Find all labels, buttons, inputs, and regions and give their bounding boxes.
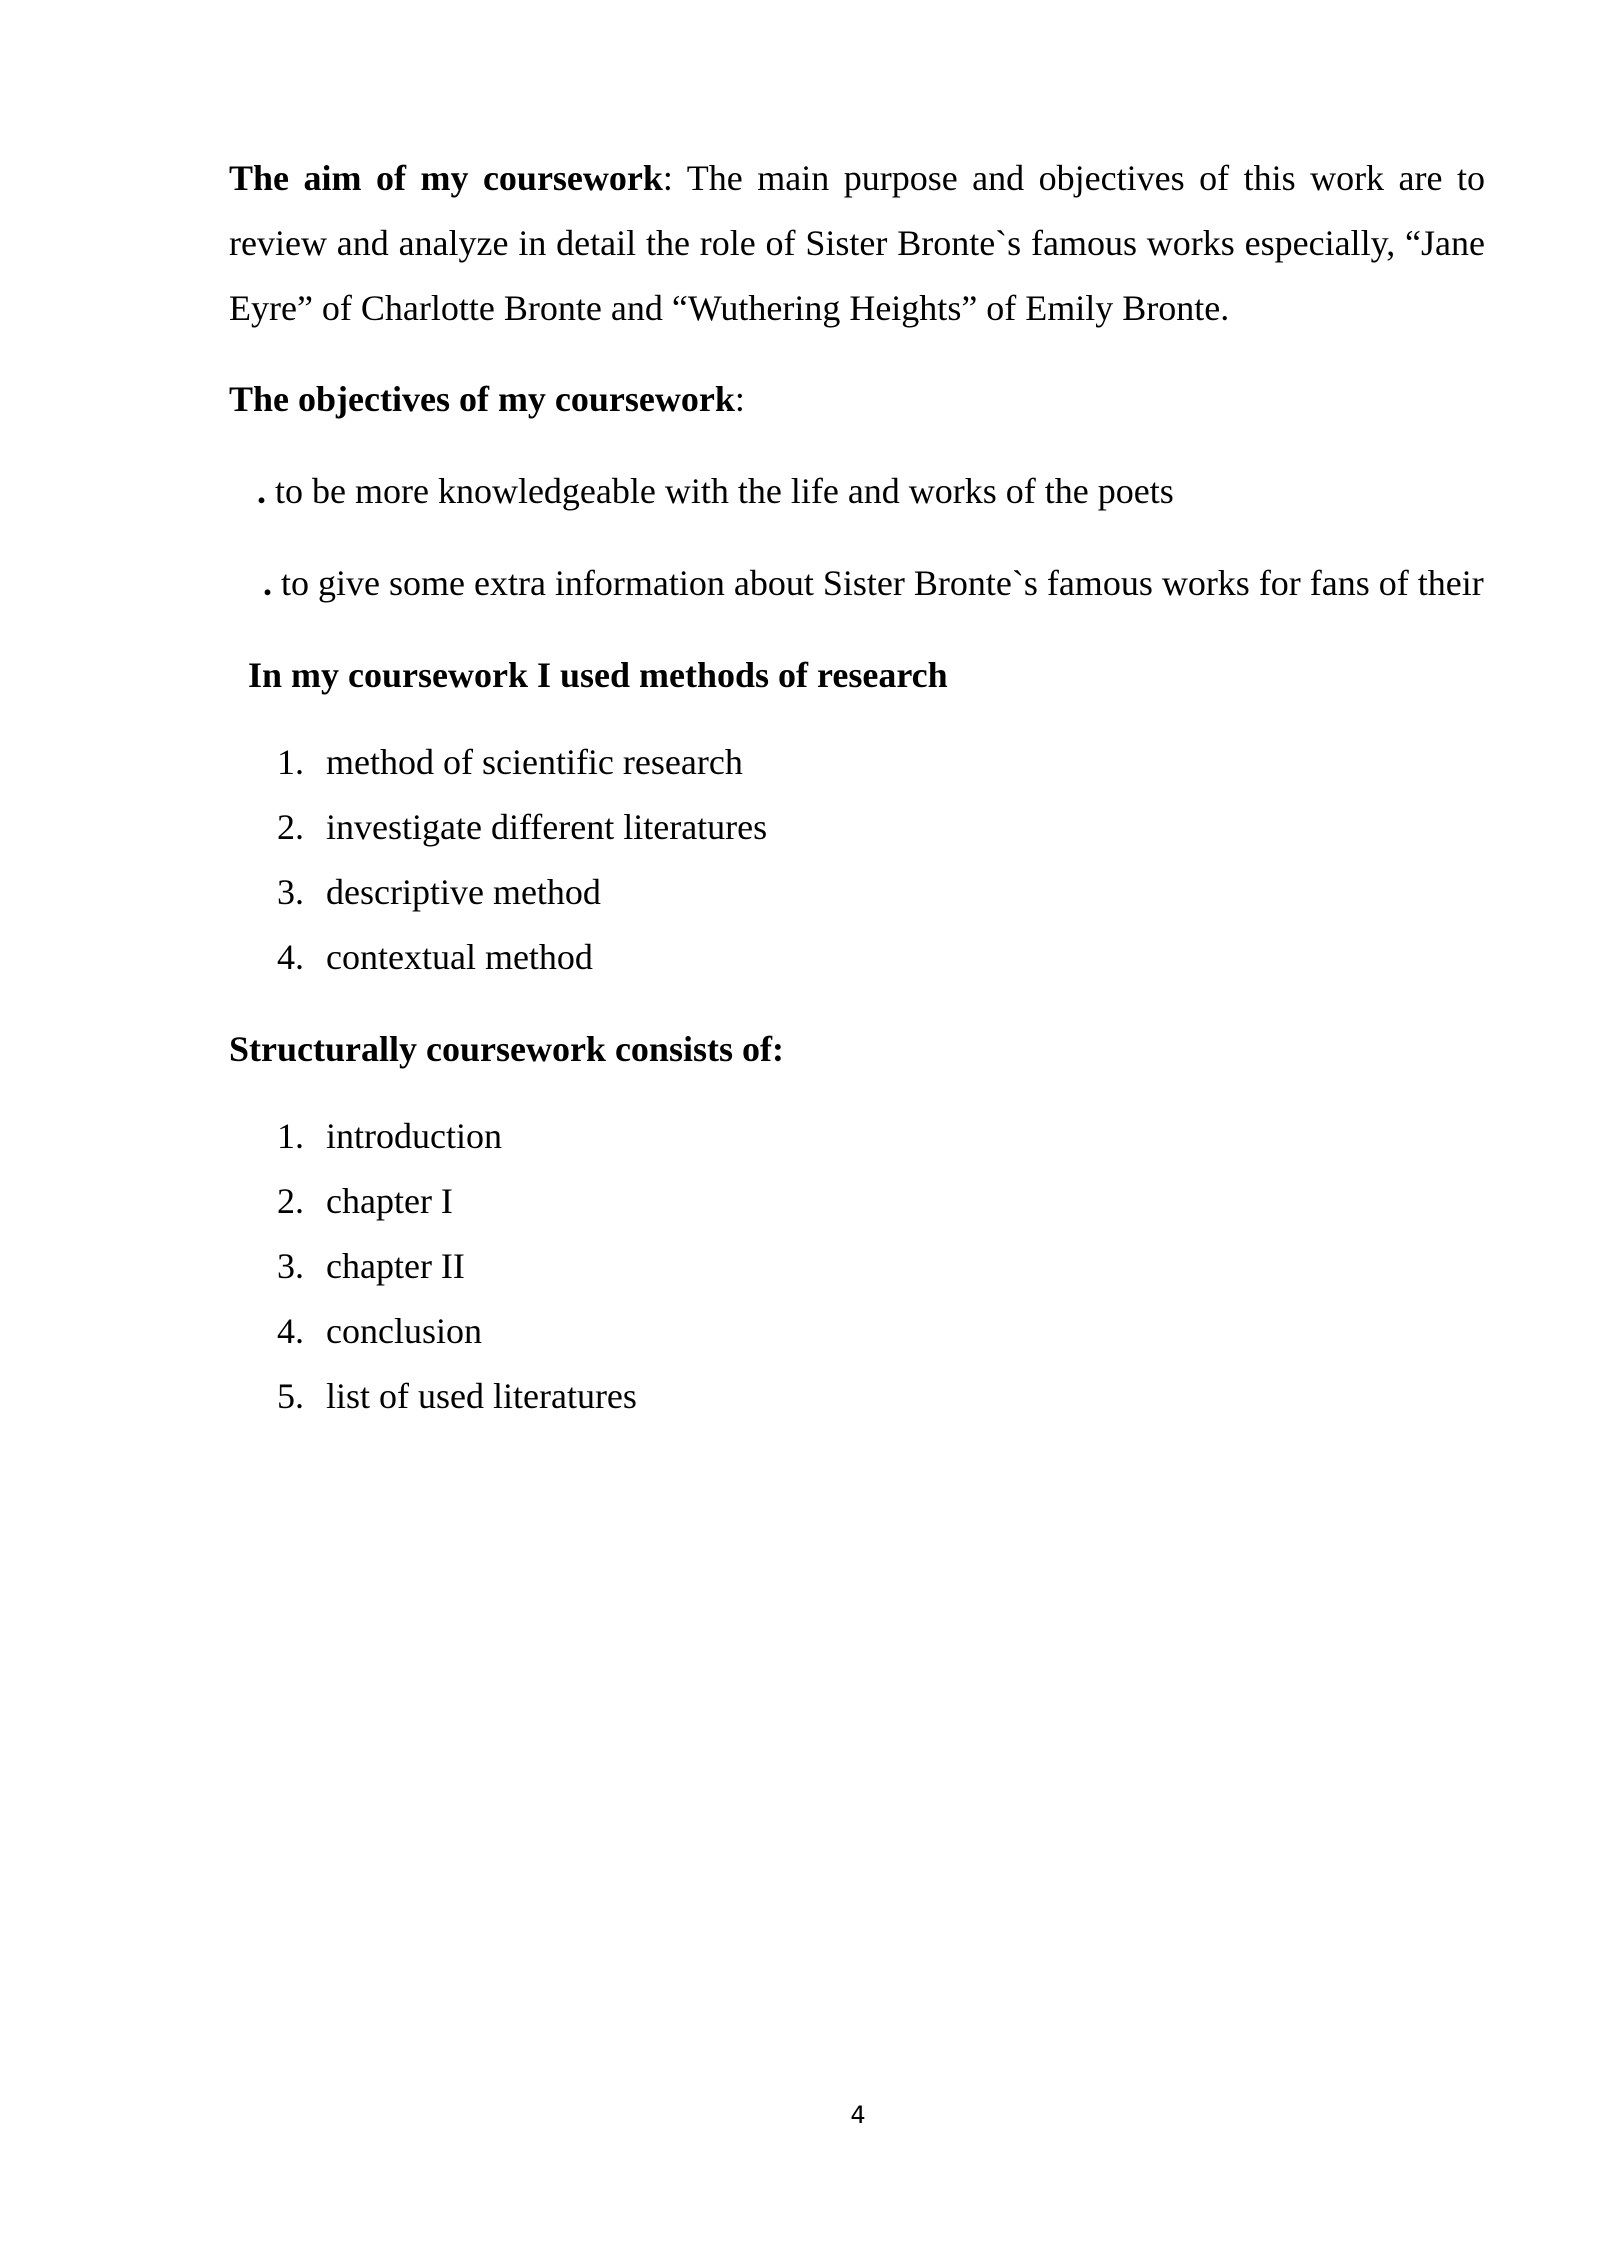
aim-text: The main purpose and objectives of this work are to review and analyze in detail the role of Sister Bronte`s famous works especially, “Jane Eyre” of Charlotte Bronte and “Wuthering Heights” of Emily Bronte. [229,158,1485,328]
page-number: 4 [850,2101,866,2129]
structure-list-item [229,1234,1485,1299]
aim-colon: : [662,158,673,198]
methods-heading-label: In my coursework I used methods of research [248,655,948,695]
list-item-text: introduction [326,1116,502,1156]
objectives-heading [229,367,1485,432]
list-item-text: chapter I [326,1181,453,1221]
list-number: 1. [277,1116,304,1156]
methods-list-item [229,925,1485,990]
structure-list-item [229,1299,1485,1364]
structure-list-item [229,1104,1485,1169]
list-item-text: descriptive method [326,872,601,912]
methods-heading [229,643,1485,708]
structure-list [229,1104,1485,1429]
list-number: 4. [277,937,304,977]
structure-heading [229,1017,1485,1082]
list-item-text: conclusion [326,1311,482,1351]
list-number: 3. [277,872,304,912]
list-item-text: method of scientific research [326,742,743,782]
objective-bullet: . [263,563,272,603]
list-item-text: chapter II [326,1246,465,1286]
list-number: 3. [277,1246,304,1286]
objectives-heading-label: The objectives of my coursework [229,379,735,419]
list-number: 2. [277,807,304,847]
objective-text: to be more knowledgeable with the life and works of the poets [266,471,1174,511]
methods-list-item [229,730,1485,795]
page-content [229,146,1485,1429]
structure-heading-label: Structurally coursework consists of: [229,1029,784,1069]
list-number: 5. [277,1376,304,1416]
structure-list-item [229,1364,1485,1429]
objective-item [229,459,1485,524]
structure-list-item [229,1169,1485,1234]
list-number: 4. [277,1311,304,1351]
objective-bullet: . [257,471,266,511]
methods-list-item [229,860,1485,925]
list-item-text: list of used literatures [326,1376,637,1416]
aim-label: The aim of my coursework [229,158,663,198]
list-number: 1. [277,742,304,782]
objective-item [229,551,1485,616]
list-number: 2. [277,1181,304,1221]
aim-paragraph [229,146,1485,341]
objective-text: to give some extra information about Sister Bronte`s famous works for fans of their [272,563,1484,603]
list-item-text: contextual method [326,937,593,977]
methods-list [229,730,1485,990]
list-item-text: investigate different literatures [326,807,768,847]
objectives-heading-colon: : [734,379,745,419]
methods-list-item [229,795,1485,860]
